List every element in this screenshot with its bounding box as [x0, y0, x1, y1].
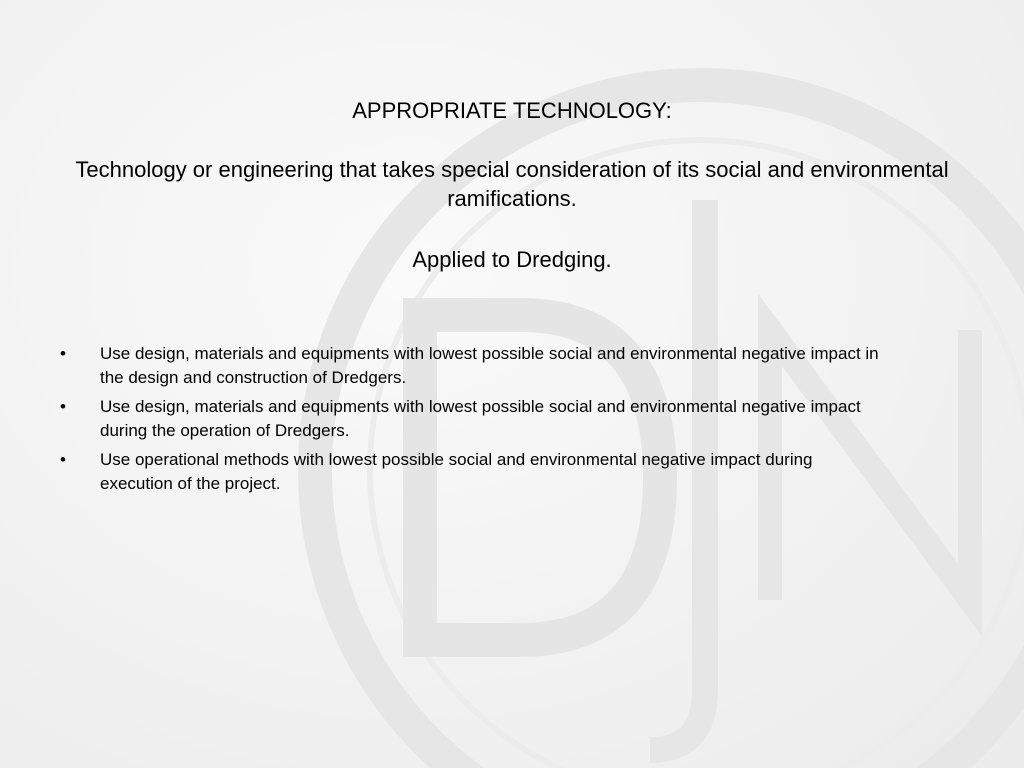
- bullet-item: [60, 342, 880, 390]
- definition-text: Technology or engineering that takes special consideration of its social and environmental ramifications.: [75, 157, 949, 211]
- bullet-list: [60, 342, 880, 501]
- bullet-item: [60, 395, 880, 443]
- bullet-text: Use design, materials and equipments with lowest possible social and environmental negative impact during the operation of Dredgers.: [100, 397, 861, 440]
- bullet-marker: •: [60, 397, 66, 416]
- bullet-text: Use design, materials and equipments with lowest possible social and environmental negative impact in the design and construction of Dredgers.: [100, 344, 879, 387]
- bullet-text: Use operational methods with lowest possible social and environmental negative impact during execution of the project.: [100, 450, 813, 493]
- bullet-marker: •: [60, 344, 66, 363]
- bullet-item: [60, 448, 880, 496]
- heading-block: [60, 96, 964, 274]
- slide-title: APPROPRIATE TECHNOLOGY:: [352, 98, 672, 123]
- bullet-marker: •: [60, 450, 66, 469]
- subtitle-text: Applied to Dredging.: [412, 247, 612, 272]
